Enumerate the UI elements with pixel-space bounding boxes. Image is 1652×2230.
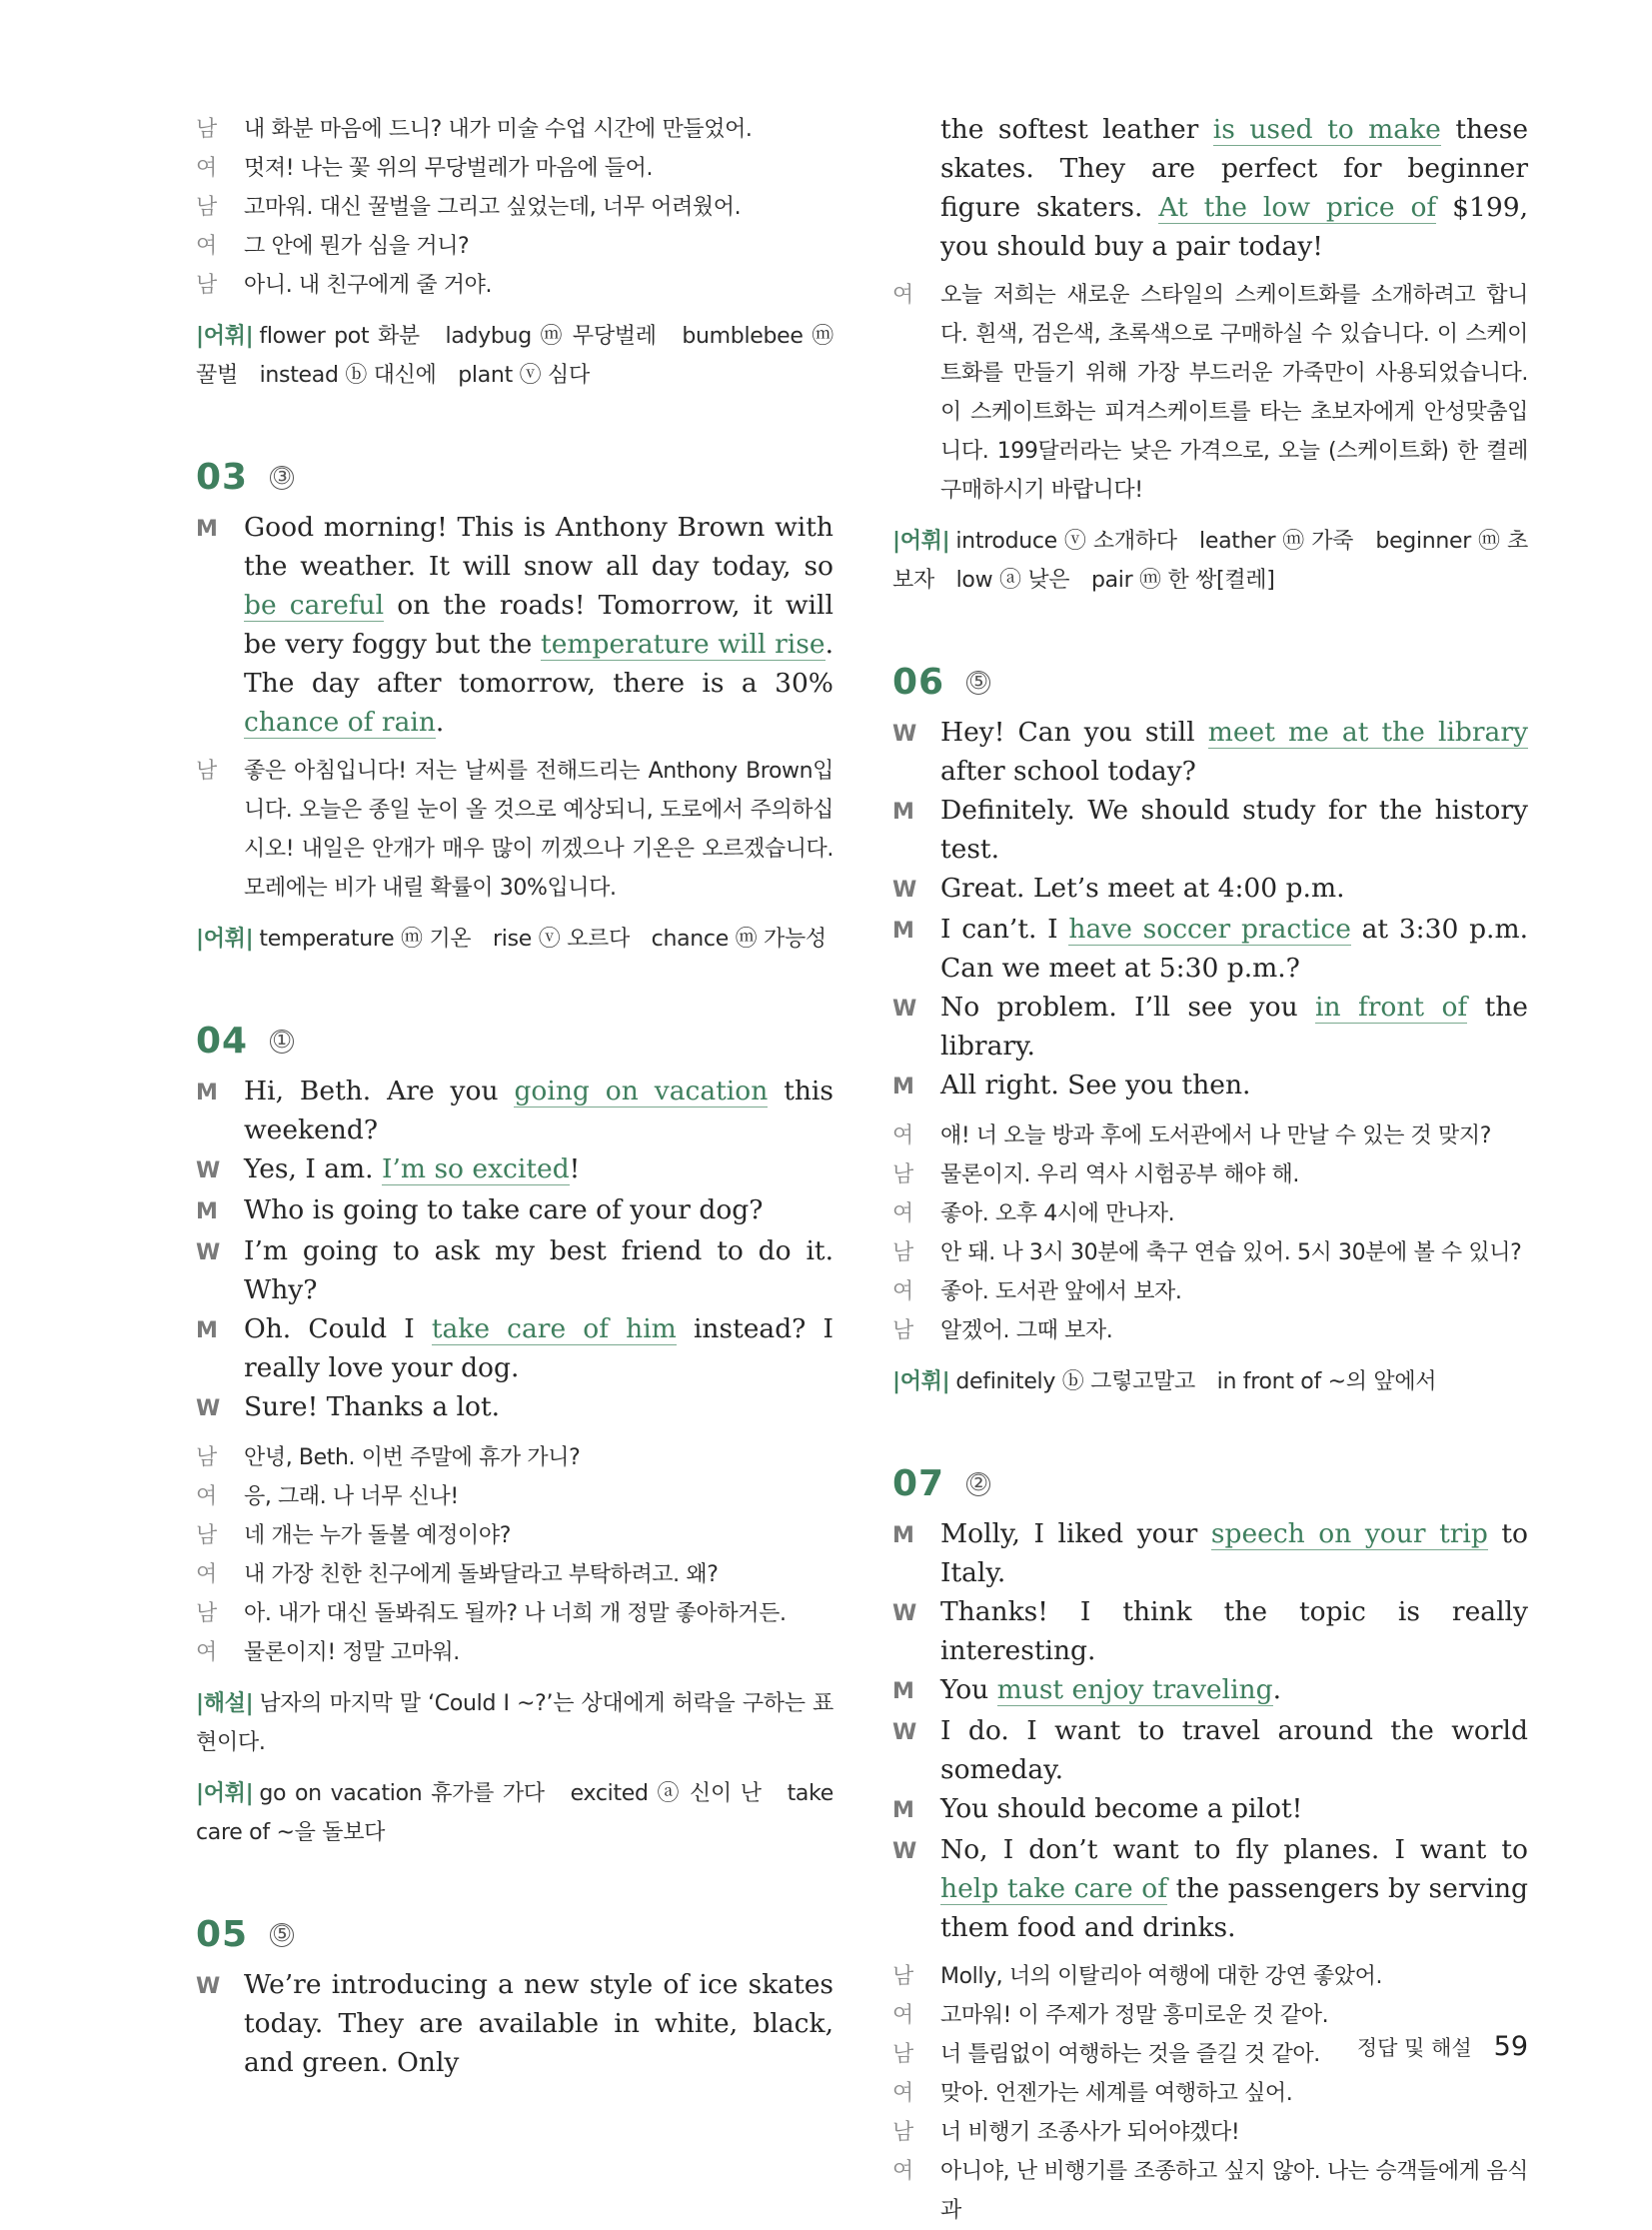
q03-english [196,508,833,742]
text-run: Sure! Thanks a lot. [244,1391,501,1422]
key-phrase: help take care of [940,1873,1168,1904]
korean-line [196,149,833,188]
english-line [892,988,1528,1066]
english-line [892,869,1528,910]
korean-line [892,1155,1528,1194]
korean-line [196,1477,833,1516]
q07-header [892,1463,1528,1504]
text-run: No problem. I’ll see you [940,992,1316,1023]
english-line [892,910,1528,988]
korean-line [892,276,1528,510]
q04-header [196,1021,833,1062]
english-line [196,1965,833,2082]
korean-line [196,1438,833,1477]
line-text: 안녕, Beth. 이번 주말에 휴가 가니? [244,1445,581,1470]
text-run: You [940,1674,997,1705]
english-line [892,1789,1528,1830]
line-text: 내 화분 마음에 드니? 내가 미술 수업 시간에 만들었어. [244,117,753,142]
line-text [244,1387,833,1426]
line-text: Molly, 너의 이탈리아 여행에 대한 강연 좋았어. [940,1964,1383,1989]
speaker-label: 여 [892,2003,913,2028]
q02-korean [196,110,833,305]
speaker-label: M [892,1679,914,1704]
speaker-label: 여 [892,283,913,308]
english-line [892,1830,1528,1947]
page-number: 59 [1493,2031,1528,2062]
english-line [892,110,1528,266]
speaker-label: 남 [892,2120,913,2145]
text-run: instead? I really love your dog. [244,1313,833,1383]
line-text: 고마워. 대신 꿀벌을 그리고 싶었는데, 너무 어려웠어. [244,195,742,220]
korean-line [892,1233,1528,1272]
korean-line [196,1555,833,1594]
text-run: Definitely. We should study for the history test. [940,795,1528,865]
line-text: 너 비행기 조종사가 되어야겠다! [940,2120,1240,2145]
text-run: . [435,707,445,738]
q04-explain: |해설| 남자의 마지막 말 ‘Could I ~?’는 상대에게 허락을 구하는 표현이다. [196,1691,833,1755]
line-text [940,1711,1528,1789]
line-text: 아. 내가 대신 돌봐줘도 될까? 나 너희 개 정말 좋아하거든. [244,1601,787,1626]
q07-korean [892,1957,1528,2230]
q06-answer: ⑤ [966,671,990,695]
speaker-label: M [892,919,914,944]
english-line [196,1387,833,1428]
text-run: this weekend? [244,1076,834,1145]
line-text: 응, 그래. 나 너무 신나! [244,1484,459,1509]
speaker-label: 남 [196,1601,217,1626]
text-run: Thanks! I think the topic is really interesting. [940,1596,1528,1666]
korean-line [196,266,833,305]
speaker-label: W [196,1974,221,1999]
line-text [244,508,833,742]
text-run: on the roads! Tomorrow, it will be very foggy but the [244,590,833,660]
key-phrase: meet me at the library [1207,717,1528,748]
english-line [892,791,1528,869]
line-text: 물론이지! 정말 고마워. [244,1640,460,1665]
korean-line [196,188,833,227]
english-line [196,1149,833,1190]
korean-line [892,1957,1528,1996]
line-text [940,1592,1528,1670]
line-text: 좋은 아침입니다! 저는 날씨를 전해드리는 Anthony Brown입니다. 오늘은 종일 눈이 올 것으로 예상되니, 도로에서 주의하십시오! 내일은 안개가 매우 많이 끼겠으나 기온은 오르겠습니다. 모레에는 비가 내릴 확률이 30%입니다. [244,759,833,901]
speaker-label: 여 [892,2081,913,2106]
q03-answer: ③ [270,466,294,490]
key-phrase: must enjoy traveling [996,1674,1273,1705]
text-run: I can’t. I [940,914,1069,945]
english-line [196,1231,833,1309]
text-run: at 3:30 p.m. Can we meet at 5:30 p.m.? [940,914,1529,984]
korean-line [892,1116,1528,1155]
english-line [196,1072,833,1149]
speaker-label: 여 [892,1123,913,1148]
q05-vocab: |어휘| introduce ⓥ 소개하다 leather ⓜ 가죽 beginner ⓜ 초보자 low ⓐ 낮은 pair ⓜ 한 쌍[켤레] [892,529,1528,593]
speaker-label: M [196,1318,218,1343]
line-text [244,1965,833,2082]
line-text [940,110,1528,266]
speaker-label: 여 [196,1562,217,1587]
q07-english [892,1514,1528,1947]
korean-line [196,1516,833,1555]
speaker-label: 여 [196,234,217,259]
speaker-label: W [196,1158,221,1183]
speaker-label: W [892,1720,917,1745]
korean-line [892,1311,1528,1350]
text-run: these skates. They are perfect for beginner figure skaters. [940,114,1529,223]
line-text: 오늘 저희는 새로운 스타일의 스케이트화를 소개하려고 합니다. 흰색, 검은색, 초록색으로 구매하실 수 있습니다. 이 스케이트화를 만들기 위해 가장 부드러운 가죽만이 사용되었습니다. 이 스케이트화는 피겨스케이트를 타는 초보자에게 안성맞춤입니다. 199달러라는 낮은 가격으로, 오늘 (스케이트화) 한 켤레 구매하시기 바랍니다! [940,283,1528,503]
line-text [244,1072,833,1149]
key-phrase: I’m so excited [382,1153,570,1184]
korean-line [892,2074,1528,2113]
speaker-label: W [892,1839,917,1864]
english-line [196,1309,833,1387]
q06-korean [892,1116,1528,1350]
line-text: 물론이지. 우리 역사 시험공부 해야 해. [940,1162,1299,1187]
speaker-label: M [196,517,218,542]
key-phrase: be careful [244,590,385,621]
line-text [940,791,1528,869]
q04-answer: ① [270,1030,294,1054]
text-run: Yes, I am. [244,1153,382,1184]
key-phrase: going on vacation [514,1076,769,1107]
footer-section-label: 정답 및 해설 [1356,2036,1472,2060]
q05-answer: ⑤ [270,1923,294,1947]
speaker-label: M [196,1199,218,1224]
speaker-label: 남 [892,1964,913,1989]
speaker-label: 여 [196,1640,217,1665]
q06-vocab: |어휘| definitely ⓑ 그렇고말고 in front of ~의 앞에서 [892,1369,1437,1394]
korean-line [892,2113,1528,2152]
english-line [196,508,833,742]
korean-line [892,1996,1528,2035]
korean-line [892,1194,1528,1233]
text-run: Molly, I liked your [940,1518,1211,1549]
speaker-label: 남 [892,1318,913,1343]
speaker-label: 여 [892,2159,913,2184]
speaker-label: 여 [892,1279,913,1304]
line-text [940,1830,1528,1947]
q02-vocab: |어휘| flower pot 화분 ladybug ⓜ 무당벌레 bumblebee ⓜ 꿀벌 instead ⓑ 대신에 plant ⓥ 심다 [196,324,833,388]
line-text: 그 안에 뭔가 심을 거니? [244,234,470,259]
text-run: the softest leather [940,114,1213,145]
korean-line [196,227,833,266]
text-run: to Italy. [940,1518,1528,1588]
english-line [892,1670,1528,1711]
speaker-label: 남 [196,1445,217,1470]
text-run: ! [569,1153,581,1184]
q06-english [892,713,1528,1107]
q03-korean [196,752,833,908]
line-text [940,1670,1528,1709]
speaker-label: 여 [892,1201,913,1226]
text-run: I do. I want to travel around the world someday. [940,1715,1528,1785]
text-run: . The day after tomorrow, there is a 30% [244,629,834,699]
english-line [892,1066,1528,1107]
speaker-label: 남 [892,1162,913,1187]
text-run: Oh. Could I [244,1313,432,1344]
q03-number: 03 [196,457,249,498]
line-text: 아니야, 난 비행기를 조종하고 싶지 않아. 나는 승객들에게 음식과 [940,2159,1528,2223]
text-run: Hey! Can you still [940,717,1208,748]
line-text [940,1066,1528,1105]
q04-number: 04 [196,1021,249,1062]
q04-english [196,1072,833,1428]
q03-vocab: |어휘| temperature ⓜ 기온 rise ⓥ 오르다 chance ⓜ 가능성 [196,927,826,952]
text-run: We’re introducing a new style of ice skates today. They are available in white, black, and green. Only [244,1969,833,2078]
speaker-label: W [892,722,917,747]
q07-number: 07 [892,1463,945,1504]
speaker-label: 남 [196,1523,217,1548]
line-text [244,1309,833,1387]
q07-answer: ② [966,1472,990,1496]
speaker-label: M [892,1798,914,1823]
speaker-label: W [892,997,917,1022]
line-text: 네 개는 누가 돌볼 예정이야? [244,1523,512,1548]
korean-line [196,752,833,908]
line-text: 아니. 내 친구에게 줄 거야. [244,273,493,298]
speaker-label: 남 [892,1240,913,1265]
line-text: 내 가장 친한 친구에게 돌봐달라고 부탁하려고. 왜? [244,1562,719,1587]
korean-line [196,1594,833,1633]
text-run: Good morning! This is Anthony Brown with the weather. It will snow all day today, so [244,512,833,582]
english-line [892,1592,1528,1670]
q04-vocab: |어휘| go on vacation 휴가를 가다 excited ⓐ 신이 난 take care of ~을 돌보다 [196,1781,833,1845]
line-text [244,1149,833,1188]
q05-korean [892,276,1528,510]
text-run: I’m going to ask my best friend to do it. Why? [244,1235,833,1305]
speaker-label: 남 [196,117,217,142]
line-text [940,1789,1528,1828]
q04-korean [196,1438,833,1672]
line-text [940,988,1528,1066]
speaker-label: 남 [892,2042,913,2067]
text-run: . [1272,1674,1282,1705]
text-run: No, I don’t want to fly planes. I want to [940,1834,1528,1865]
line-text: 맞아. 언젠가는 세계를 여행하고 싶어. [940,2081,1293,2106]
text-run: the passengers by serving them food and drinks. [940,1873,1528,1943]
line-text: 알겠어. 그때 보자. [940,1318,1113,1343]
text-run: All right. See you then. [940,1070,1251,1101]
q05-english-left [196,1965,833,2082]
key-phrase: have soccer practice [1068,914,1351,945]
right-column [892,110,1528,2230]
text-run: the library. [940,992,1528,1062]
korean-line [892,1272,1528,1311]
line-text [244,1231,833,1309]
english-line [196,1190,833,1231]
text-run: Who is going to take care of your dog? [244,1194,764,1225]
line-text [940,1514,1528,1592]
speaker-label: M [892,1523,914,1548]
speaker-label: W [892,878,917,903]
korean-line [196,1633,833,1672]
speaker-label: W [892,1601,917,1626]
speaker-label: M [196,1081,218,1106]
line-text: 좋아. 오후 4시에 만나자. [940,1201,1175,1226]
english-line [892,713,1528,791]
key-phrase: At the low price of [1158,192,1437,223]
text-run: You should become a pilot! [940,1793,1303,1824]
english-line [892,1514,1528,1592]
line-text: 얘! 너 오늘 방과 후에 도서관에서 나 만날 수 있는 것 맞지? [940,1123,1491,1148]
english-line [892,1711,1528,1789]
key-phrase: in front of [1315,992,1468,1023]
text-run: Great. Let’s meet at 4:00 p.m. [940,873,1345,904]
line-text [244,1190,833,1229]
key-phrase: take care of him [431,1313,677,1344]
line-text: 고마워! 이 주제가 정말 흥미로운 것 같아. [940,2003,1329,2028]
speaker-label: 여 [196,156,217,181]
speaker-label: 남 [196,195,217,220]
line-text: 좋아. 도서관 앞에서 보자. [940,1279,1182,1304]
line-text: 너 틀림없이 여행하는 것을 즐길 것 같아. [940,2042,1320,2067]
line-text: 안 돼. 나 3시 30분에 축구 연습 있어. 5시 30분에 볼 수 있니? [940,1240,1522,1265]
line-text [940,869,1528,908]
q05-english-right [892,110,1528,266]
line-text [940,713,1528,791]
line-text [940,910,1528,988]
text-run: after school today? [940,756,1196,787]
left-column [196,110,833,2082]
key-phrase: temperature will rise [541,629,826,660]
q05-header [196,1914,833,1955]
speaker-label: 남 [196,759,217,784]
speaker-label: W [196,1240,221,1265]
q06-number: 06 [892,662,945,703]
key-phrase: speech on your trip [1210,1518,1488,1549]
q05-number: 05 [196,1914,249,1955]
korean-line [196,110,833,149]
speaker-label: 여 [196,1484,217,1509]
line-text: 멋져! 나는 꽃 위의 무당벌레가 마음에 들어. [244,156,654,181]
text-run: $199, you should buy a pair today! [940,192,1528,262]
page-footer [1357,2031,1528,2062]
q06-header [892,662,1528,703]
q03-header [196,457,833,498]
key-phrase: is used to make [1212,114,1441,145]
speaker-label: M [892,1075,914,1100]
key-phrase: chance of rain [244,707,436,738]
speaker-label: W [196,1396,221,1421]
speaker-label: 남 [196,273,217,298]
speaker-label: M [892,800,914,825]
text-run: Hi, Beth. Are you [244,1076,515,1107]
